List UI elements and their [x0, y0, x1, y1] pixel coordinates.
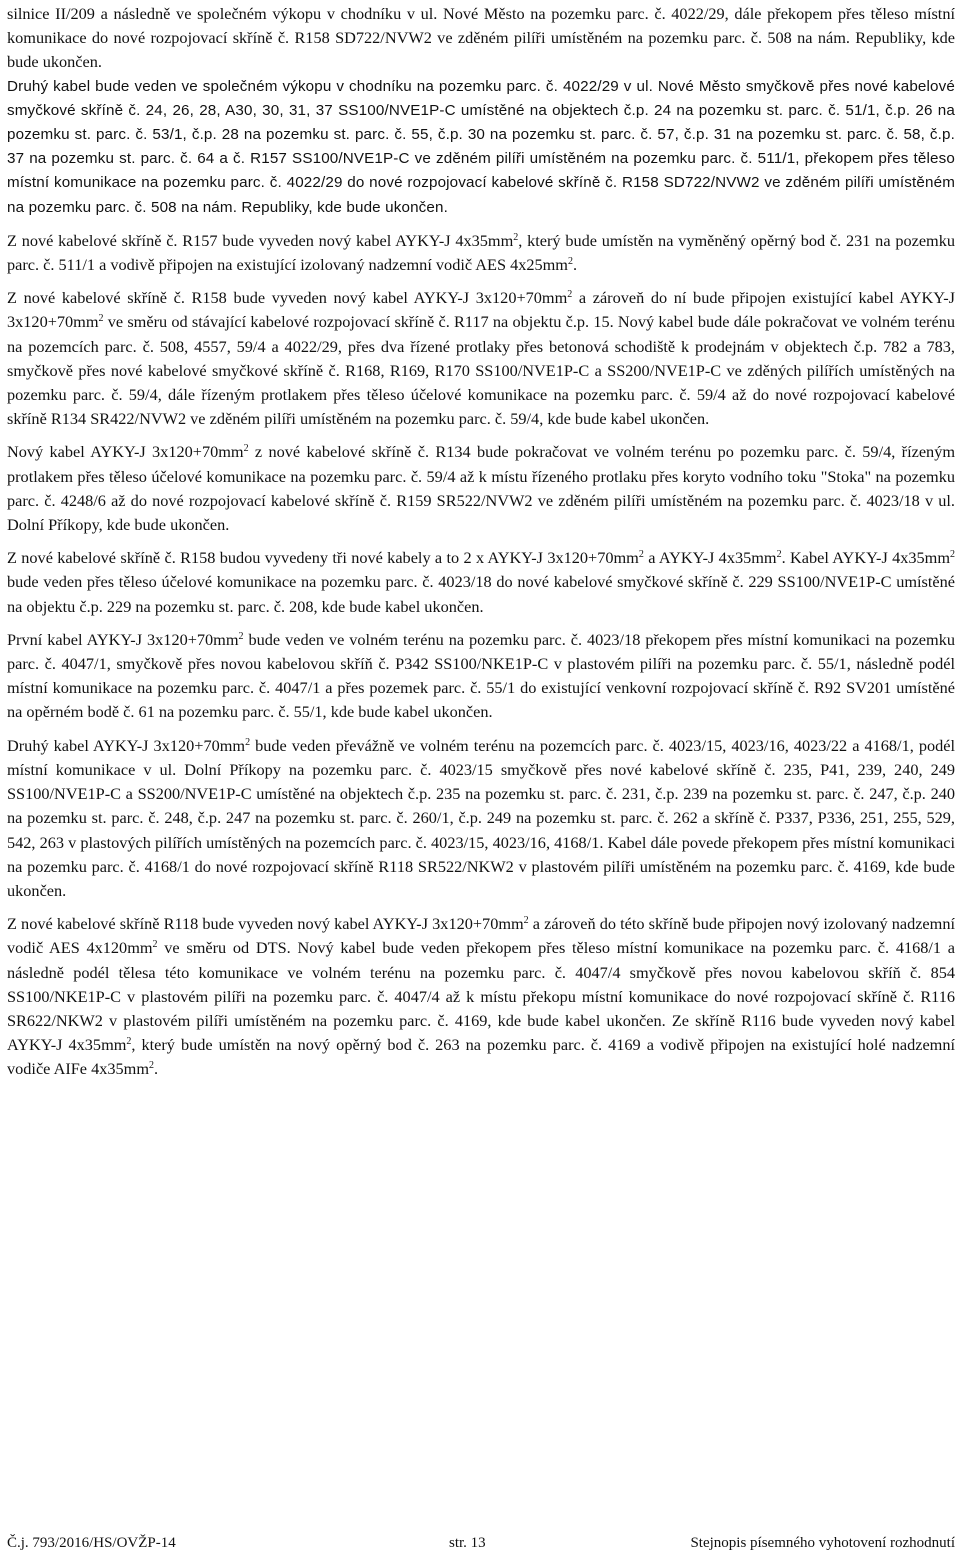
footer-note: Stejnopis písemného vyhotovení rozhodnutí — [690, 1535, 955, 1551]
paragraph-second-cable-dolni-prikopy: Druhý kabel AYKY-J $3x120+70mm^2$ bude veden převážně ve volném terénu na pozemcích parc. č. 4023/15, 4023/16, 4023/22 a 4168/1, podél místní komunikace v ul. Dolní Příkopy na pozemku parc. č. 4023/15 smyčkově přes nové kabelové skříně č. 235, P41, 239, 240, 249 SS100/NVE1P-C a SS200/NVE1P-C umístěné na objektech č.p. 235 na pozemku st. parc. č. 231, č.p. 239 na pozemku st. parc. č. 247, č.p. 240 na pozemku st. parc. č. 248, č.p. 247 na pozemku st. parc. č. 260/1, č.p. 249 na pozemku st. parc. č. 262 a skříně č. P337, P336, 251, 255, 529, 542, 263 v plastových pilířích umístěných na pozemcích parc. č. 4023/15, 4023/16, 4168/1. Kabel dále povede překopem přes místní komunikaci na pozemku parc. č. 4168/1 do nové rozpojovací skříně R118 SR522/NKW2 v plastovém pilíři umístěném na pozemku parc. č. 4169, kde bude ukončen. — [7, 735, 956, 900]
paragraph-r158-cable: Z nové kabelové skříně č. R158 bude vyveden nový kabel AYKY-J $3x120+70mm^2$ a zároveň do ní bude připojen existující kabel AYKY-J $3x120+70mm^2$ ve směru od stávající kabelové rozpojovací skříně č. R117 na objektu č.p. 15. Nový kabel bude dále pokračovat ve volném terénu na pozemcích parc. č. 508, 4557, 59/4 a 4022/29, přes dva řízené protlaky přes betonová schodiště k prodejnám v objektech č.p. 782 a 783, smyčkově přes nové kabelové smyčkové skříně č. R168, R169, R170 SS100/NVE1P-C a SS200/NVE1P-C ve zděných pilířích umístěných na pozemku parc. č. 59/4, dále řízeným protlakem přes těleso účelové komunikace na pozemku parc. č. 59/4 až do nové rozpojovací kabelové skříně R134 SR422/NVW2 ve zděném pilíři umístěném na pozemku parc. č. 59/4, kde bude kabel ukončen. — [7, 288, 955, 429]
footer-reference: Č.j. 793/2016/HS/OVŽP-14 — [7, 1535, 176, 1551]
paragraph-r118-cable: Z nové kabelové skříně R118 bude vyveden nový kabel AYKY-J $3x120+70mm^2$ a zároveň do této skříně bude připojen nový izolovaný nadzemní vodič AES $4x120mm^2$ ve směru od DTS. Nový kabel bude veden překopem přes těleso místní komunikace na pozemku parc. č. 4168/1 a následně podél tělesa této komunikace ve volném terénu na pozemku parc. č. 4047/4 smyčkově přes novou kabelovou skříň č. 854 SS100/NKE1P-C v plastovém pilíři na pozemku parc. č. 4047/4 až k místu překopu místní komunikace do nové rozpojovací skříně č. R116 SR622/NKW2 v plastovém pilíři umístěném na pozemku parc. č. 4169, kde bude kabel ukončen. Ze skříně R116 bude vyveden nový kabel AYKY-J $4x35mm^2$, který bude umístěn na nový opěrný bod č. 263 na pozemku parc. č. 4169 a vodivě připojen na existující holé nadzemní vodiče AIFe $4x35mm^2$. — [7, 914, 955, 1079]
paragraph-second-cable: Druhý kabel bude veden ve společném výkopu v chodníku na pozemku parc. č. 4022/29 v ul. Nové Město smyčkově přes nové kabelové smyčkové skříně č. 24, 26, 28, A30, 30, 31, 37 SS100/NVE1P-C umístěné na objektech č.p. 24 na pozemku st. parc. č. 51/1, č.p. 26 na pozemku st. parc. č. 53/1, č.p. 28 na pozemku st. parc. č. 55, č.p. 30 na pozemku st. parc. č. 57, č.p. 31 na pozemku st. parc. č. 58, č.p. 37 na pozemku st. parc. č. 64 a č. R157 SS100/NVE1P-C ve zděném pilíři umístěném na pozemku parc. č. 511/1, překopem přes těleso místní komunikace na pozemku parc. č. 4022/29 do nové rozpojovací kabelové skříně č. R158 SD722/NVW2 ve zděném pilíři umístěném na pozemku parc. č. 508 na nám. Republiky, kde bude ukončen. — [7, 77, 955, 216]
page-footer — [7, 1533, 955, 1553]
footer-page-number: str. 13 — [449, 1535, 486, 1551]
paragraph-r134-cable: Nový kabel AYKY-J $3x120+70mm^2$ z nové kabelové skříně č. R134 bude pokračovat ve volném terénu po pozemku parc. č. 59/4, řízeným protlakem přes těleso účelové komunikace na pozemku parc. č. 59/4 až k místu řízeného protlaku přes koryto vodního toku "Stoka" na pozemku parc. č. 4248/6 až do nové rozpojovací kabelové skříně č. R159 SR522/NVW2 ve zděném pilíři umístěném na pozemku parc. č. 4023/18 v ul. Dolní Příkopy, kde bude ukončen. — [7, 442, 955, 535]
paragraph-three-cables: Z nové kabelové skříně č. R158 budou vyvedeny tři nové kabely a to 2 x AYKY-J $3x120+70mm^2$ a AYKY-J $4x35mm^2$. Kabel AYKY-J $4x35mm^2$ bude veden přes těleso účelové komunikace na pozemku parc. č. 4023/18 do nové kabelové smyčkové skříně č. 229 SS100/NVE1P-C umístěné na objektu č.p. 229 na pozemku st. parc. č. 208, kde bude kabel ukončen. — [7, 548, 956, 616]
paragraph-r157-cable: Z nové kabelové skříně č. R157 bude vyveden nový kabel AYKY-J $4x35mm^2$, který bude umístěn na vyměněný opěrný bod č. 231 na pozemku parc. č. 511/1 a vodivě připojen na existující izolovaný nadzemní vodič AES $4x25mm^2$. — [7, 230, 955, 275]
paragraph-first-cable: První kabel AYKY-J $3x120+70mm^2$ bude veden ve volném terénu na pozemku parc. č. 4023/18 překopem přes místní komunikaci na pozemku parc. č. 4047/1, smyčkově přes novou kabelovou skříň č. P342 SS100/NKE1P-C v plastovém pilíři na pozemku parc. č. 55/1, následně podél místní komunikace na pozemku parc. č. 4047/1 a přes pozemek parc. č. 55/1 do existující venkovní rozpojovací skříně č. R92 SV201 umístěné na opěrném bodě č. 61 na pozemku parc. č. 55/1, kde bude kabel ukončen. — [7, 629, 955, 722]
paragraph-cable-1-end: silnice II/209 a následně ve společném výkopu v chodníku v ul. Nové Město na pozemku parc. č. 4022/29, dále překopem přes těleso místní komunikace do nové rozpojovací skříně č. R158 SD722/NVW2 ve zděném pilíři umístěném na pozemku parc. č. 508 na nám. Republiky, kde bude ukončen. — [7, 4, 955, 72]
document-body — [7, 2, 955, 1091]
